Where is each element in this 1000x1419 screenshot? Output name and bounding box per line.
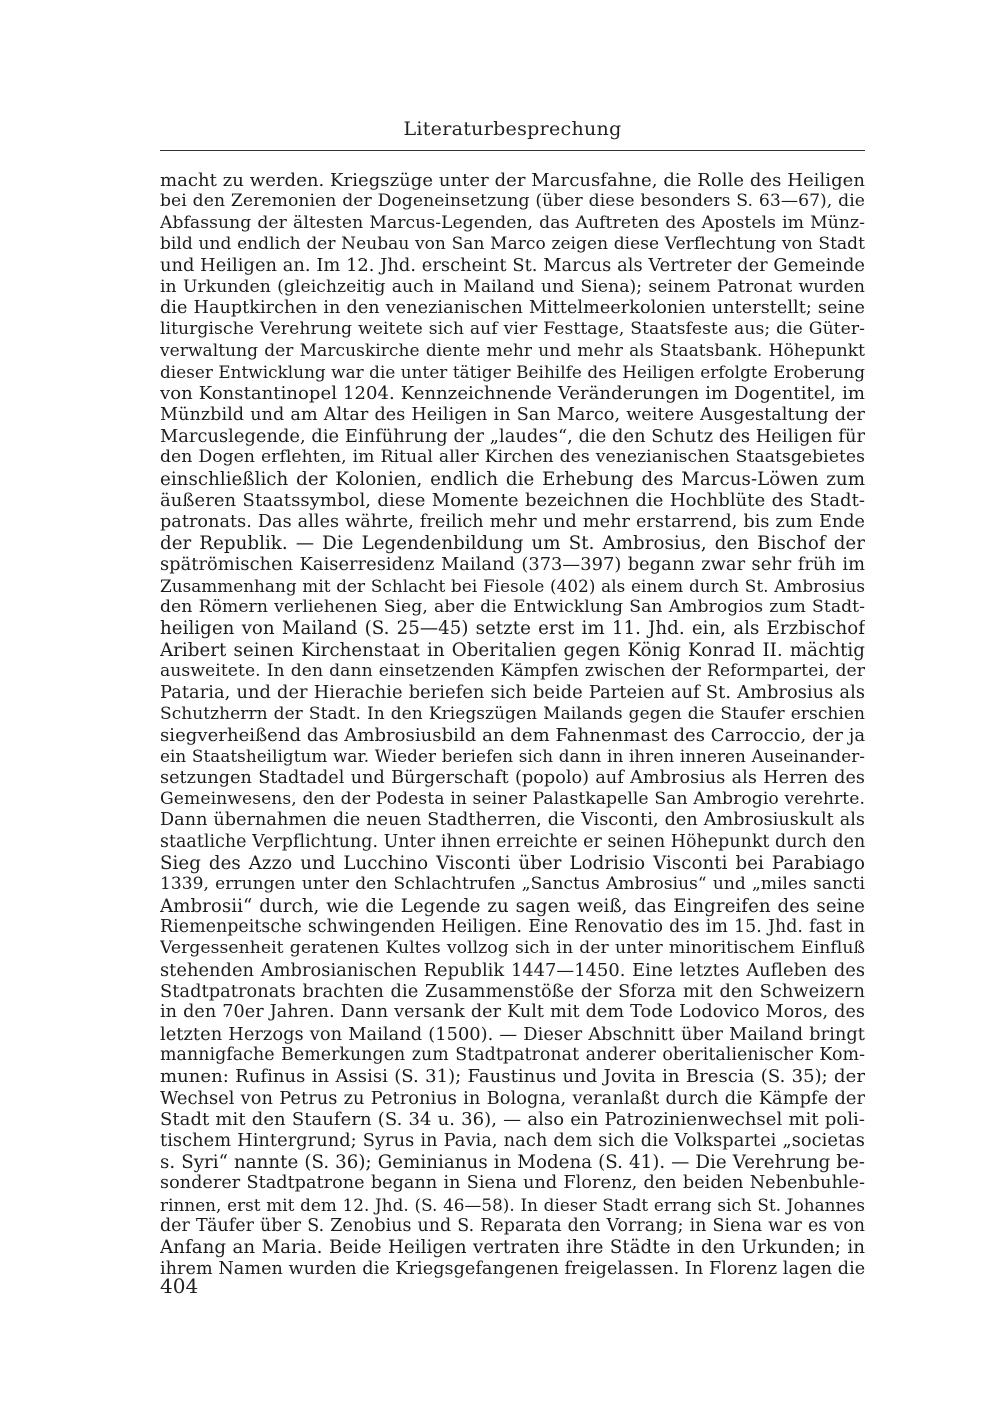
text-line: Zusammenhang mit der Schlacht bei Fiesole (402) als einem durch St. Ambrosius [160, 575, 865, 596]
text-line: und Heiligen an. Im 12. Jhd. erscheint St. Marcus als Vertreter der Gemeinde [160, 255, 865, 277]
header-rule [160, 150, 865, 151]
text-line: mannigfache Bemerkungen zum Stadtpatronat anderer oberitalienischer Kom- [160, 1045, 865, 1066]
text-line: von Konstantinopel 1204. Kennzeichnende Veränderungen im Dogentitel, im [160, 383, 865, 405]
text-line: setzungen Stadtadel und Bürgerschaft (popolo) auf Ambrosius als Herren des [160, 767, 865, 788]
text-line: stehenden Ambrosianischen Republik 1447—1450. Eine letztes Aufleben des [160, 959, 865, 981]
text-line: verwaltung der Marcuskirche diente mehr und mehr als Staatsbank. Höhepunkt [160, 340, 865, 361]
text-line: spätrömischen Kaiserresidenz Mailand (373—397) begann zwar sehr früh im [160, 554, 865, 576]
text-line: Abfassung der ältesten Marcus-Legenden, das Auftreten des Apostels im Münz- [160, 212, 865, 233]
text-line: den Römern verliehenen Sieg, aber die Entwicklung San Ambrogios zum Stadt- [160, 596, 865, 617]
text-line: in Urkunden (gleichzeitig auch in Mailand und Siena); seinem Patronat wurden [160, 276, 865, 297]
text-line: letzten Herzogs von Mailand (1500). — Dieser Abschnitt über Mailand bringt [160, 1023, 865, 1045]
text-line: ausweitete. In den dann einsetzenden Kämpfen zwischen der Reformpartei, der [160, 660, 865, 681]
text-line: die Hauptkirchen in den venezianischen Mittelmeerkolonien unterstellt; seine [160, 298, 865, 319]
text-line: siegverheißend das Ambrosiusbild an dem Fahnenmast des Carroccio, der ja [160, 724, 865, 746]
text-line: Schutzherrn der Stadt. In den Kriegszügen Mailands gegen die Staufer erschien [160, 703, 865, 724]
text-line: 1339, errungen unter den Schlachtrufen „Sanctus Ambrosius“ und „miles sancti [160, 874, 865, 895]
text-line: sonderer Stadtpatrone begann in Siena und Florenz, den beiden Nebenbuhle- [160, 1173, 865, 1194]
text-line: Wechsel von Petrus zu Petronius in Bologna, veranlaßt durch die Kämpfe der [160, 1087, 865, 1109]
text-line: Aribert seinen Kirchenstaat in Oberitalien gegen König Konrad II. mächtig [160, 639, 865, 661]
text-line: einschließlich der Kolonien, endlich die Erhebung des Marcus-Löwen zum [160, 468, 865, 490]
text-line: in den 70er Jahren. Dann versank der Kult mit dem Tode Lodovico Moros, des [160, 1002, 865, 1023]
text-line: Vergessenheit geratenen Kultes vollzog sich in der unter minoritischem Einfluß [160, 938, 865, 959]
body-text [160, 170, 865, 1280]
text-line: tischem Hintergrund; Syrus in Pavia, nach dem sich die Volkspartei „societas [160, 1130, 865, 1152]
text-line: munen: Rufinus in Assisi (S. 31); Faustinus und Jovita in Brescia (S. 35); der [160, 1066, 865, 1088]
text-line: Stadtpatronats brachten die Zusammenstöße der Sforza mit den Schweizern [160, 981, 865, 1003]
text-line: patronats. Das alles währte, freilich mehr und mehr erstarrend, bis zum Ende [160, 511, 865, 532]
text-line: Sieg des Azzo und Lucchino Visconti über Lodrisio Visconti bei Parabiago [160, 853, 865, 874]
text-line: Riemenpeitsche schwingenden Heiligen. Eine Renovatio des im 15. Jhd. fast in [160, 917, 865, 938]
text-line: Ambrosii“ durch, wie die Legende zu sagen weiß, das Eingreifen des seine [160, 895, 865, 917]
text-line: bei den Zeremonien der Dogeneinsetzung (über diese besonders S. 63—67), die [160, 191, 865, 212]
text-line: ein Staatsheiligtum war. Wieder beriefen sich dann in ihren inneren Auseinander- [160, 746, 865, 767]
text-line: macht zu werden. Kriegszüge unter der Marcusfahne, die Rolle des Heiligen [160, 170, 865, 191]
page-number: 404 [160, 1274, 199, 1298]
text-line: s. Syri“ nannte (S. 36); Geminianus in Modena (S. 41). — Die Verehrung be- [160, 1151, 865, 1173]
text-line: dieser Entwicklung war die unter tätiger Beihilfe des Heiligen erfolgte Eroberung [160, 362, 865, 383]
running-header: Literaturbesprechung [403, 118, 622, 140]
text-line: Pataria, und der Hierachie beriefen sich beide Parteien auf St. Ambrosius als [160, 682, 865, 704]
text-line: Stadt mit den Staufern (S. 34 u. 36), — also ein Patrozinienwechsel mit poli- [160, 1109, 865, 1131]
text-line: ihrem Namen wurden die Kriegsgefangenen freigelassen. In Florenz lagen die [160, 1258, 865, 1279]
text-line: der Täufer über S. Zenobius und S. Reparata den Vorrang; in Siena war es von [160, 1215, 865, 1236]
text-line: Münzbild und am Altar des Heiligen in San Marco, weitere Ausgestaltung der [160, 404, 865, 425]
text-line: rinnen, erst mit dem 12. Jhd. (S. 46—58). In dieser Stadt errang sich St. Johannes [160, 1194, 865, 1215]
text-line: liturgische Verehrung weitete sich auf vier Festtage, Staatsfeste aus; die Güter- [160, 319, 865, 340]
text-line: den Dogen erflehten, im Ritual aller Kirchen des venezianischen Staatsgebietes [160, 447, 865, 468]
text-line: bild und endlich der Neubau von San Marco zeigen diese Verflechtung von Stadt [160, 234, 865, 255]
text-line: der Republik. — Die Legendenbildung um St. Ambrosius, den Bischof der [160, 532, 865, 554]
text-line: Dann übernahmen die neuen Stadtherren, die Visconti, den Ambrosiuskult als [160, 810, 865, 831]
text-line: Gemeinwesens, den der Podesta in seiner Palastkapelle San Ambrogio verehrte. [160, 788, 865, 809]
text-line: Marcuslegende, die Einführung der „laudes“, die den Schutz des Heiligen für [160, 426, 865, 448]
text-line: äußeren Staatssymbol, diese Momente bezeichnen die Hochblüte des Stadt- [160, 490, 865, 512]
text-line: heiligen von Mailand (S. 25—45) setzte erst im 11. Jhd. ein, als Erzbischof [160, 618, 865, 640]
text-line: staatliche Verpflichtung. Unter ihnen erreichte er seinen Höhepunkt durch den [160, 831, 865, 852]
text-line: Anfang an Maria. Beide Heiligen vertraten ihre Städte in den Urkunden; in [160, 1237, 865, 1259]
